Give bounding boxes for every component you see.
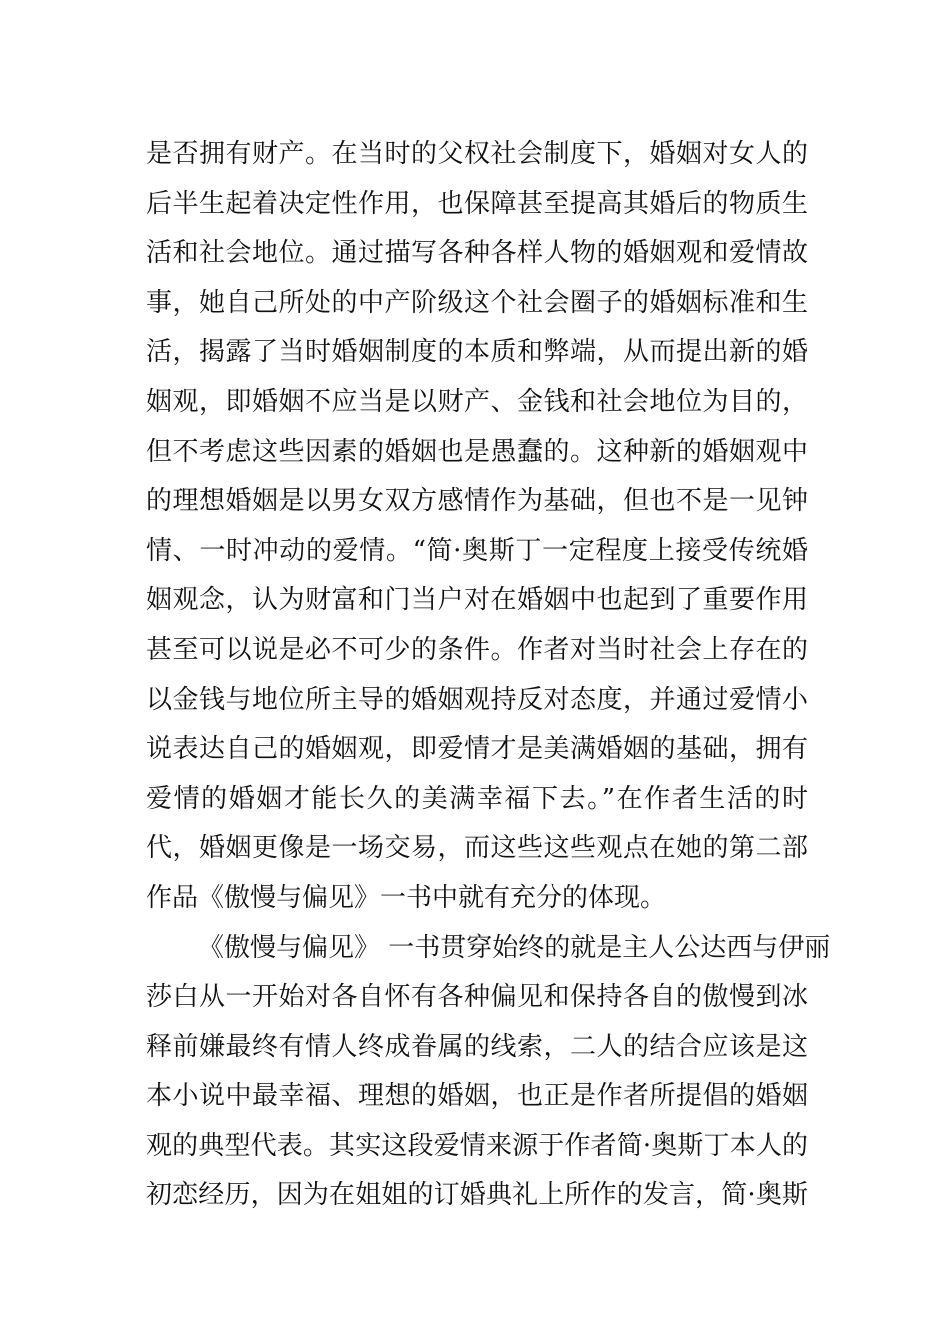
text-line: 的理想婚姻是以男女双方感情作为基础，但也不是一见钟 [146,486,808,517]
text-line: 情、一时冲动的爱情。“简·奥斯丁一定程度上接受传统婚 [146,535,808,566]
body-text [146,130,831,1221]
text-line: 说表达自己的婚姻观，即爱情才是美满婚姻的基础，拥有 [146,734,808,765]
text-line: 姻观念，认为财富和门当户对在婚姻中也起到了重要作用 [146,585,808,616]
text-line: 观的典型代表。其实这段爱情来源于作者简·奥斯丁本人的 [146,1130,808,1161]
text-line: 活和社会地位。通过描写各种各样人物的婚姻观和爱情故 [146,238,808,269]
text-line: 但不考虑这些因素的婚姻也是愚蠢的。这种新的婚姻观中 [146,436,808,467]
text-line: 甚至可以说是必不可少的条件。作者对当时社会上存在的 [146,634,808,665]
text-line: 姻观，即婚姻不应当是以财产、金钱和社会地位为目的， [146,386,808,417]
paragraph-end-line: 作品《傲慢与偏见》一书中就有充分的体现。 [146,882,667,913]
text-line: 爱情的婚姻才能长久的美满幸福下去。”在作者生活的时 [146,783,808,814]
text-line: 莎白从一开始对各自怀有各种偏见和保持各自的傲慢到冰 [146,982,808,1013]
text-line: 事，她自己所处的中产阶级这个社会圈子的婚姻标准和生 [146,287,808,318]
text-line: 是否拥有财产。在当时的父权社会制度下，婚姻对女人的 [146,139,808,169]
text-line: 后半生起着决定性作用，也保障甚至提高其婚后的物质生 [146,188,808,219]
text-line: 初恋经历，因为在姐姐的订婚典礼上所作的发言，简·奥斯 [146,1180,808,1211]
text-line: 本小说中最幸福、理想的婚姻，也正是作者所提倡的婚姻 [146,1081,808,1112]
text-line: 活，揭露了当时婚姻制度的本质和弊端，从而提出新的婚 [146,337,808,368]
text-line: 释前嫌最终有情人终成眷属的线索，二人的结合应该是这 [146,1031,808,1062]
text-line: 代，婚姻更像是一场交易，而这些这些观点在她的第二部 [146,833,808,864]
text-line: 以金钱与地位所主导的婚姻观持反对态度，并通过爱情小 [146,684,808,715]
paragraph-start-line: 《傲慢与偏见》 一书贯穿始终的就是主人公达西与伊丽 [198,932,831,963]
